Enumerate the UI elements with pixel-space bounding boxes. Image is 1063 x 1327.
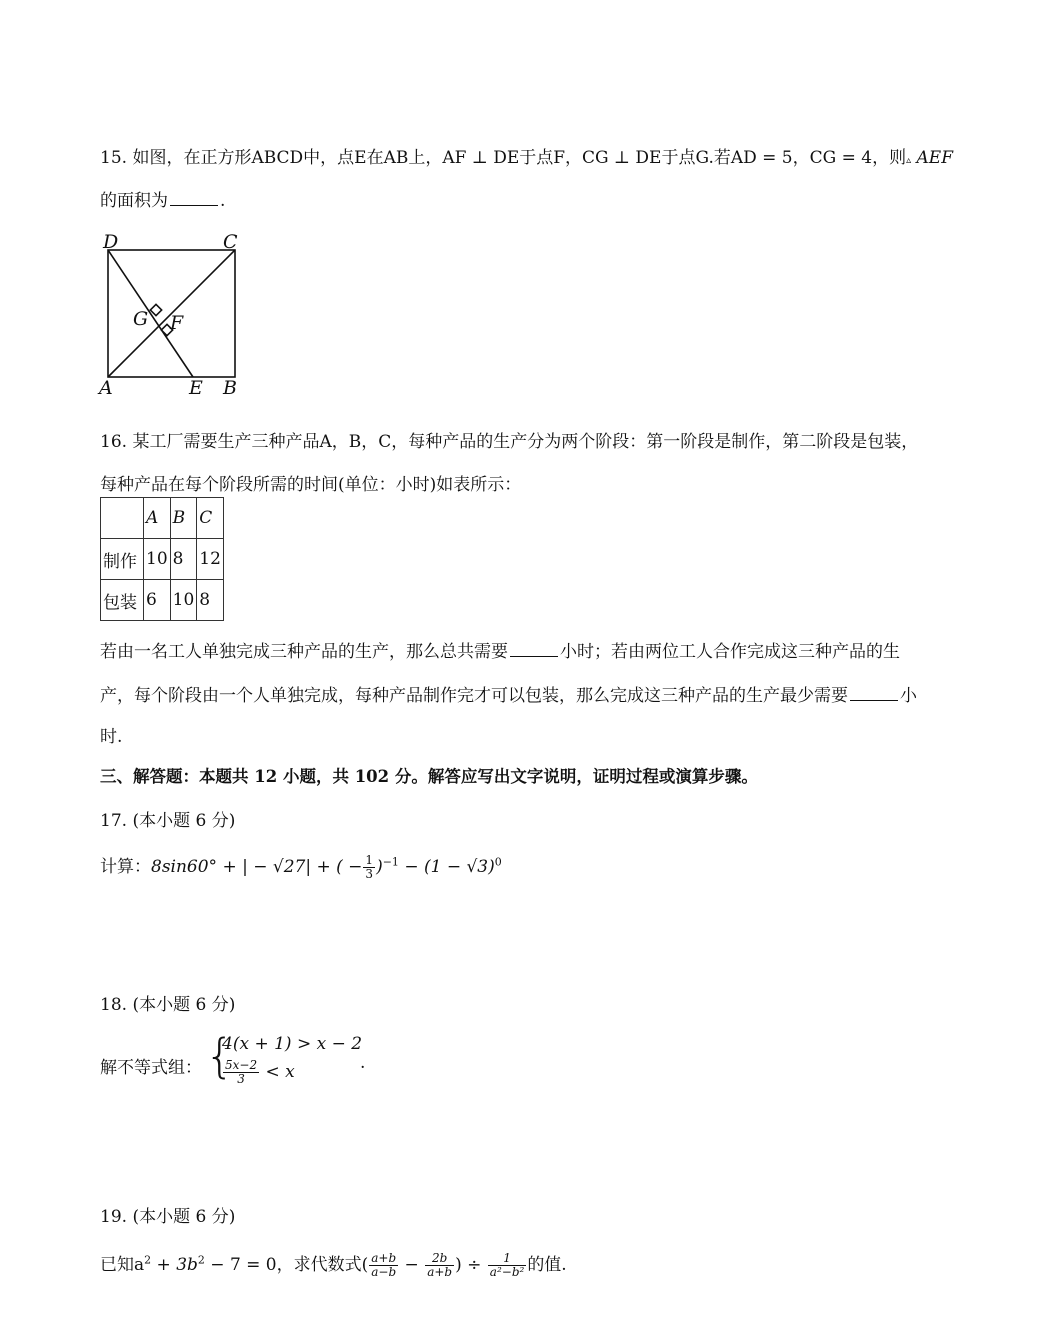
q18-ineq2-rest: < x: [265, 1062, 295, 1082]
q19-prefix: 已知a: [100, 1255, 145, 1275]
q16-line4-a: 产，每个阶段由一个人单独完成，每种产品制作完才可以包装，那么完成这三种产品的生产最少需要: [100, 686, 848, 706]
frac-den: a−b: [371, 1265, 397, 1279]
q15-text: 15. 如图，在正方形ABCD中，点E在AB上，AF ⊥ DE于点F，CG ⊥ DE于点G.若AD = 5，CG = 4，则: [100, 148, 907, 168]
answer-blank: [510, 642, 558, 657]
table-cell: 8: [170, 539, 197, 580]
q16-line4: [100, 681, 917, 706]
q19-suffix: 的值.: [527, 1255, 567, 1275]
q16-line2: 每种产品在每个阶段所需的时间(单位：小时)如表所示：: [100, 475, 522, 495]
q15-line2-suffix: .: [220, 191, 226, 211]
q16-line4-b: 小: [900, 686, 917, 706]
frac-den: a²−b²: [489, 1265, 525, 1279]
table-cell: 8: [197, 580, 224, 621]
q19-mid2: − 7 = 0，求代数式(: [204, 1255, 369, 1275]
q18-suffix: .: [360, 1053, 366, 1073]
label-a: A: [99, 377, 113, 398]
section-heading: 三、解答题：本题共 12 小题，共 102 分。解答应写出文字说明，证明过程或演算步骤。: [100, 767, 758, 786]
label-d: D: [103, 231, 119, 253]
q17-exp1: −1: [382, 855, 399, 869]
fraction-one-third: [363, 854, 375, 881]
label-e: E: [189, 377, 203, 398]
q17-prefix: 计算：: [100, 857, 151, 877]
answer-blank: [170, 191, 218, 206]
label-c: C: [223, 231, 238, 253]
right-angle-g: [150, 304, 161, 315]
frac-num: 5x−2: [225, 1058, 258, 1072]
fraction-5x-2-over-3: [223, 1059, 259, 1086]
fraction-a-plus-b-over-a-minus-b: [369, 1252, 398, 1279]
q17-exp0: 0: [494, 855, 502, 869]
production-table: [100, 497, 224, 621]
table-cell: 10: [144, 539, 171, 580]
q19-title: 19. (本小题 6 分): [100, 1207, 236, 1227]
table-cell: B: [170, 498, 197, 539]
q15-line2-prefix: 的面积为: [100, 191, 168, 211]
frac-den: a+b: [427, 1265, 453, 1279]
q19-mid: + 3b: [151, 1255, 198, 1275]
brace-symbol: {: [205, 1029, 235, 1083]
label-g: G: [133, 308, 149, 330]
table-row: [101, 539, 224, 580]
q18-title: 18. (本小题 6 分): [100, 995, 236, 1015]
table-cell: 包装: [101, 580, 144, 621]
q15-aef: AEF: [916, 148, 953, 168]
q16-line3-a: 若由一名工人单独完成三种产品的生产，那么总共需要: [100, 642, 508, 662]
q18-ineq2: [222, 1059, 295, 1086]
table-cell: [101, 498, 144, 539]
q19-div: ) ÷: [455, 1255, 487, 1275]
table-row: [101, 580, 224, 621]
frac-num: 1: [365, 853, 374, 867]
q18-ineq1: 4(x + 1) > x − 2: [222, 1034, 363, 1054]
q17-expr-a: 8sin60° + | − √27| + ( −: [151, 857, 363, 877]
label-f: F: [170, 312, 184, 334]
table-header-row: [101, 498, 224, 539]
q19-sq2: 2: [197, 1253, 205, 1267]
q17-expression: [100, 852, 502, 881]
q17-expr-b: ): [376, 857, 383, 877]
q19-expression: [100, 1250, 567, 1279]
answer-blank: [850, 686, 898, 701]
q15-line1: [100, 143, 953, 168]
table-cell: 6: [144, 580, 171, 621]
q15-line2: [100, 186, 225, 211]
square-figure: [95, 228, 255, 398]
frac-num: 1: [488, 1252, 527, 1266]
q16-line1: 16. 某工厂需要生产三种产品A，B，C，每种产品的生产分为两个阶段：第一阶段是制作，第二阶段是包装，: [100, 432, 919, 452]
q16-line3-b: 小时；若由两位工人合作完成这三种产品的生: [560, 642, 900, 662]
frac-num: 2b: [425, 1252, 454, 1266]
q19-sq1: 2: [144, 1253, 152, 1267]
q16-line5: 时.: [100, 727, 123, 747]
table-cell: A: [144, 498, 171, 539]
fraction-2b-over-a-plus-b: [425, 1252, 454, 1279]
q16-line3: [100, 637, 900, 662]
table-cell: 12: [197, 539, 224, 580]
q17-expr-c: − (1 − √3): [398, 857, 495, 877]
label-b: B: [223, 377, 237, 398]
table-cell: 制作: [101, 539, 144, 580]
q18-prefix: 解不等式组：: [100, 1058, 202, 1078]
table-cell: C: [197, 498, 224, 539]
q17-title: 17. (本小题 6 分): [100, 811, 236, 831]
frac-den: 3: [365, 867, 374, 881]
fraction-1-over-a2-minus-b2: [488, 1252, 527, 1279]
triangle-symbol: ▵: [906, 155, 912, 166]
frac-den: 3: [237, 1072, 245, 1086]
table-cell: 10: [170, 580, 197, 621]
frac-num: a+b: [371, 1251, 397, 1265]
q19-minus: −: [399, 1255, 425, 1275]
